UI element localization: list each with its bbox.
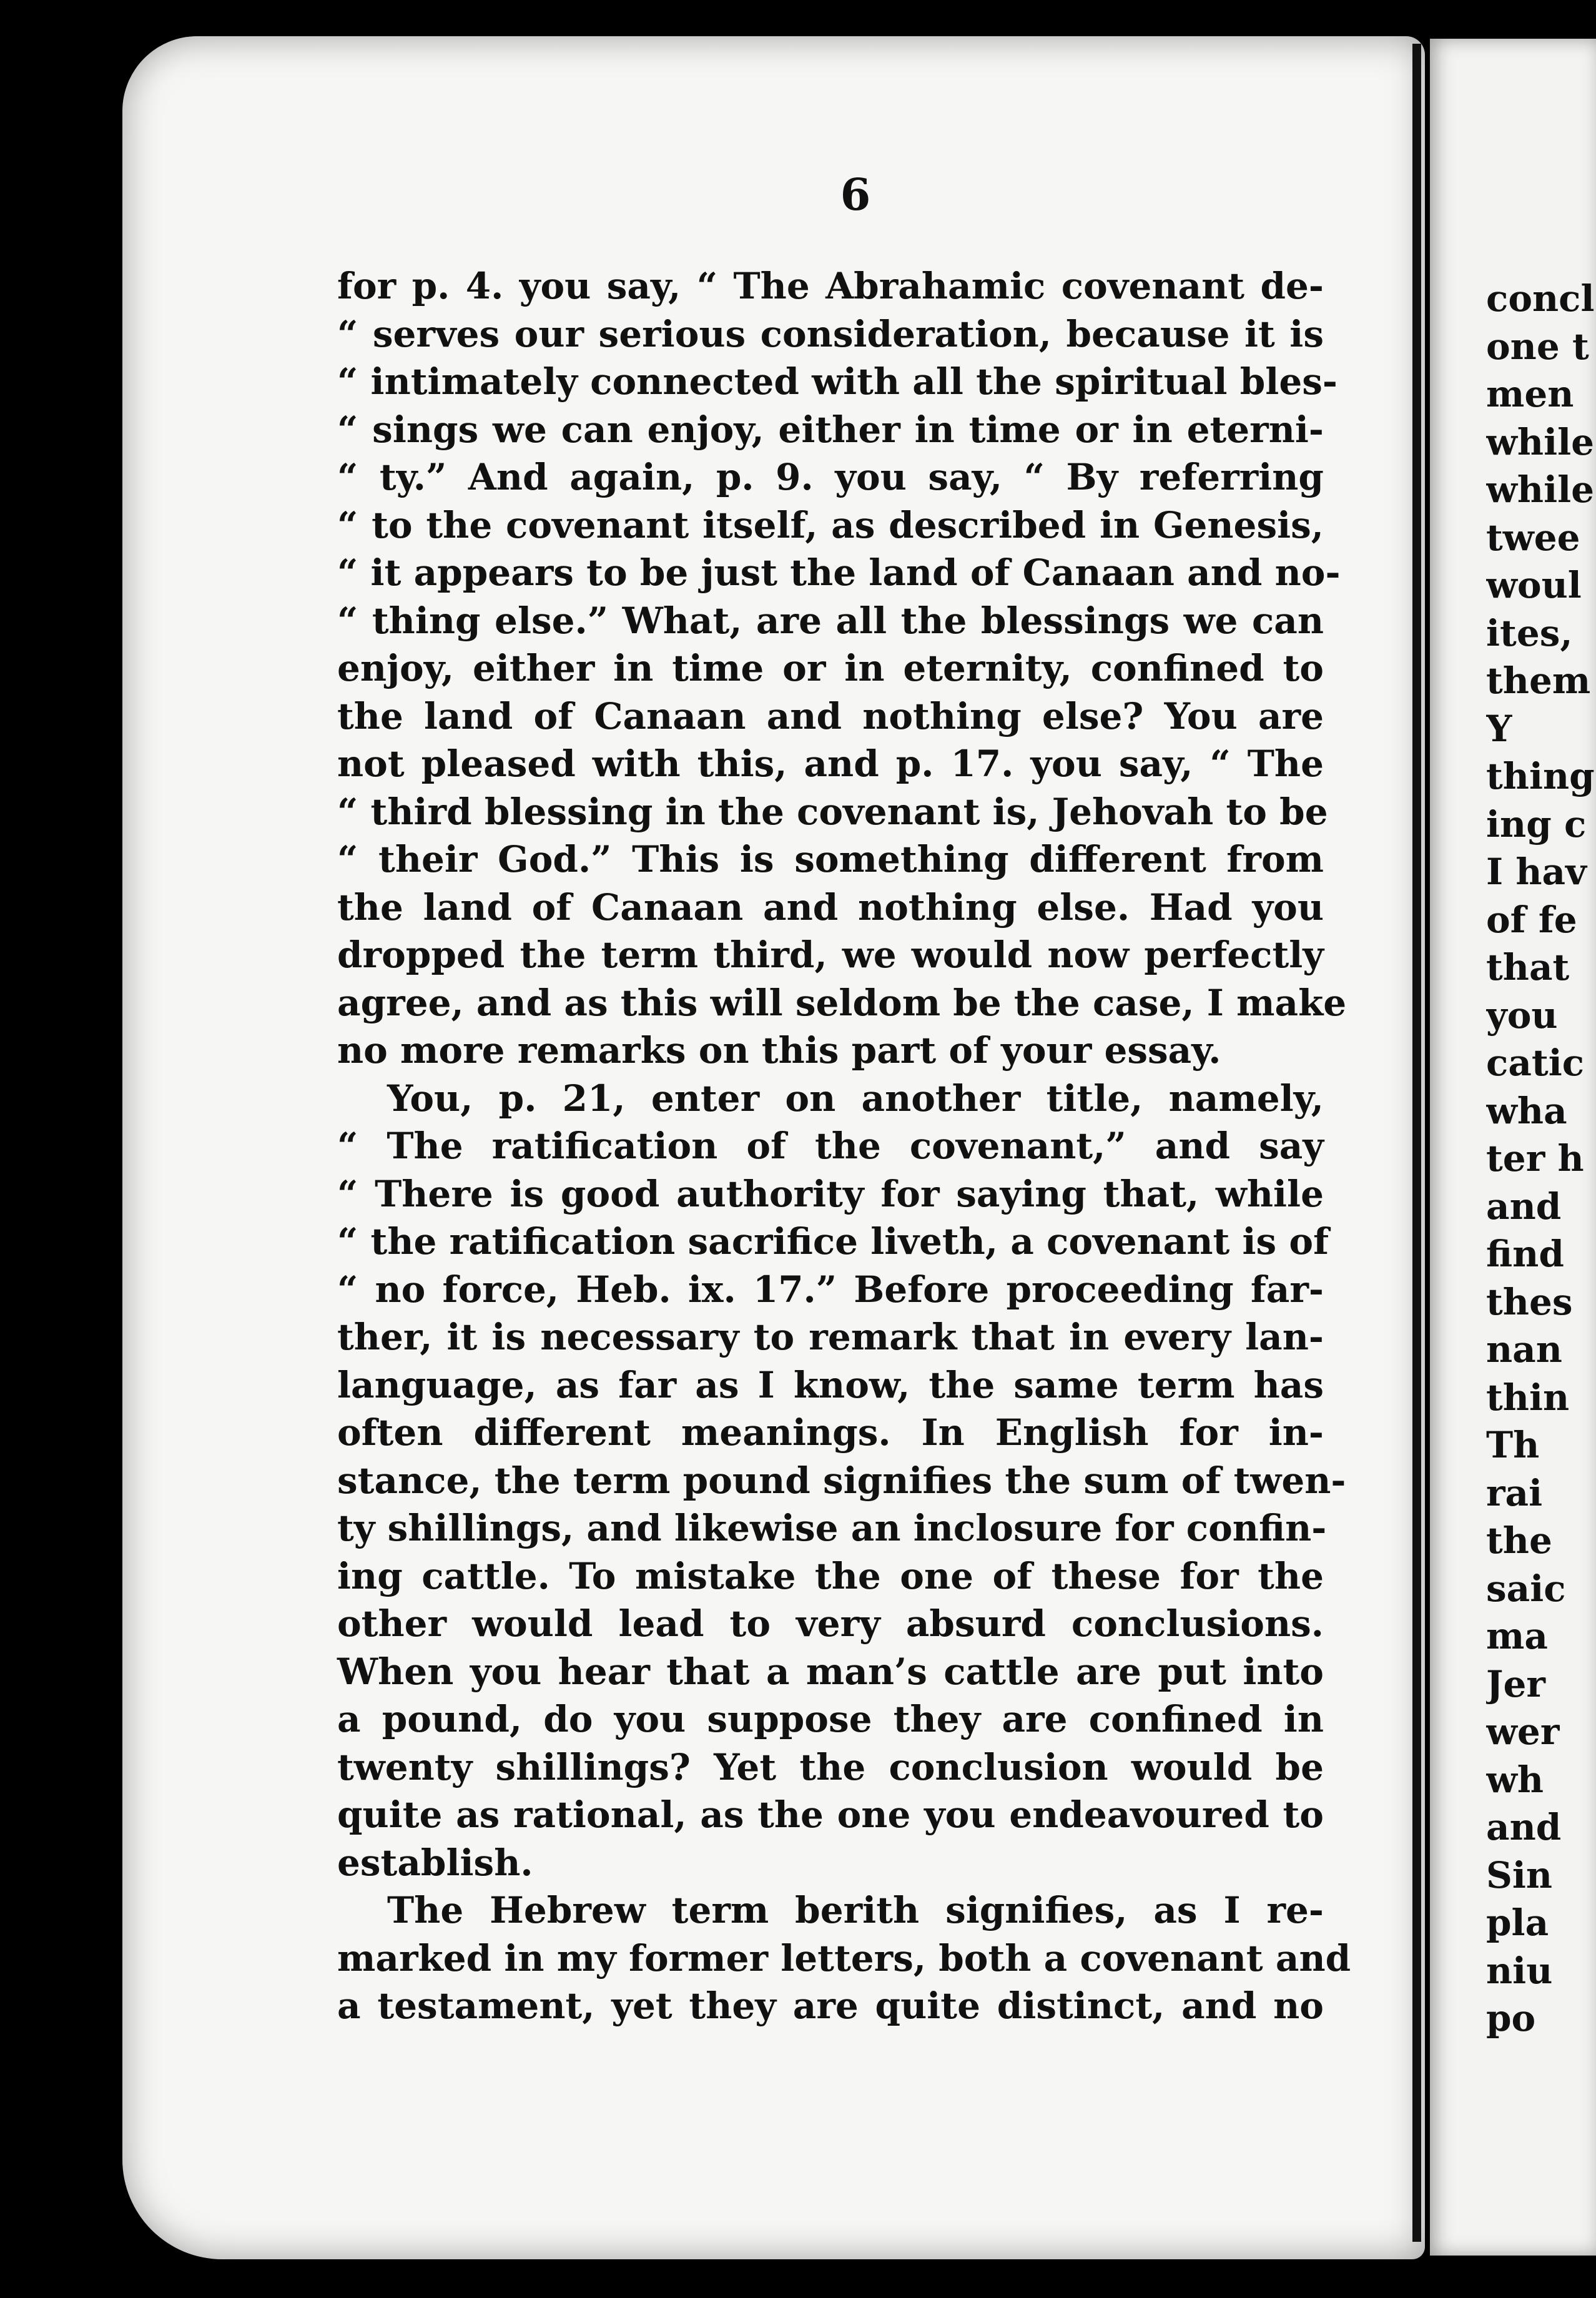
text-line: the land of Canaan and nothing else? You are — [337, 694, 1324, 737]
text-line: language, as far as I know, the same term has — [337, 1363, 1324, 1406]
text-line: a testament, yet they are quite distinct, and no — [337, 1985, 1324, 2027]
text-line: thing — [1486, 755, 1595, 797]
text-line: wer — [1486, 1710, 1560, 1753]
text-line: The Hebrew term berith signifies, as I re- — [387, 1889, 1324, 1931]
text-line: agree, and as this will seldom be the case, I make — [337, 981, 1347, 1024]
text-line: saic — [1486, 1567, 1566, 1610]
text-line: ites, — [1486, 611, 1573, 654]
text-line: “ sings we can enjoy, either in time or in eterni- — [337, 408, 1324, 451]
text-line: thin — [1486, 1376, 1570, 1419]
text-line: stance, the term pound signifies the sum of twen- — [337, 1459, 1346, 1502]
text-line: concl — [1486, 277, 1595, 320]
text-line: thes — [1486, 1280, 1573, 1323]
text-line: establish. — [337, 1841, 533, 1884]
text-line: wh — [1486, 1758, 1544, 1801]
text-line: po — [1486, 1997, 1536, 2039]
text-line: other would lead to very absurd conclusions. — [337, 1602, 1324, 1645]
text-line: men — [1486, 373, 1574, 415]
text-line: the land of Canaan and nothing else. Had you — [337, 885, 1324, 929]
text-line: “ no force, Heb. ix. 17.” Before proceeding far- — [337, 1268, 1324, 1311]
text-line: Sin — [1486, 1853, 1553, 1896]
text-line: ing c — [1486, 802, 1587, 846]
text-line: You, p. 21, enter on another title, namely, — [387, 1077, 1324, 1120]
text-line: When you hear that a man’s cattle are put into — [337, 1650, 1324, 1693]
text-line: “ intimately connected with all the spiritual bles- — [337, 360, 1337, 403]
text-line: rai — [1486, 1471, 1543, 1514]
text-line: I hav — [1486, 851, 1587, 893]
text-line: niu — [1486, 1949, 1553, 1992]
text-line: enjoy, either in time or in eternity, confined to — [337, 647, 1324, 689]
text-line: ma — [1486, 1615, 1548, 1657]
text-line: “ ty.” And again, p. 9. you say, “ By referring — [337, 456, 1324, 498]
text-line: them — [1486, 659, 1591, 702]
page-gutter — [1412, 44, 1421, 2242]
text-line: that — [1486, 946, 1570, 989]
text-line: not pleased with this, and p. 17. you say, “ The — [337, 742, 1324, 785]
text-line: find — [1486, 1233, 1564, 1275]
text-line: “ to the covenant itself, as described in Genesis, — [337, 503, 1324, 546]
text-line: pla — [1486, 1901, 1549, 1944]
right-page-text — [1486, 275, 1596, 2043]
text-line: ter h — [1486, 1137, 1584, 1180]
text-line: ty shillings, and likewise an inclosure for confin- — [337, 1507, 1327, 1549]
text-line: and — [1486, 1806, 1562, 1848]
text-line: Th — [1486, 1424, 1540, 1466]
text-line: “ The ratification of the covenant,” and say — [337, 1125, 1324, 1167]
page-number: 6 — [840, 169, 871, 220]
text-line: woul — [1486, 564, 1582, 606]
text-line: “ serves our serious consideration, because it is — [337, 312, 1324, 355]
text-line: one t — [1486, 325, 1589, 368]
text-line: ing cattle. To mistake the one of these for the — [337, 1554, 1324, 1597]
text-line: catic — [1486, 1042, 1585, 1084]
text-line: twee — [1486, 516, 1580, 559]
text-line: wha — [1486, 1089, 1567, 1132]
text-line: no more remarks on this part of your essay. — [337, 1029, 1221, 1072]
text-line: a pound, do you suppose they are confined in — [337, 1698, 1324, 1740]
text-line: marked in my former letters, both a covenant and — [337, 1936, 1351, 1980]
text-line: while — [1486, 420, 1595, 463]
text-line: quite as rational, as the one you endeavoured to — [337, 1793, 1324, 1836]
text-line: the — [1486, 1519, 1552, 1562]
text-line: twenty shillings? Yet the conclusion would be — [337, 1745, 1324, 1788]
text-line: Y — [1486, 707, 1512, 750]
text-line: nan — [1486, 1328, 1562, 1371]
text-line: for p. 4. you say, “ The Abrahamic covenant de- — [337, 265, 1324, 307]
text-line: “ their God.” This is something different from — [337, 838, 1324, 880]
text-line: while — [1486, 468, 1595, 511]
text-line: ther, it is necessary to remark that in every lan- — [337, 1316, 1324, 1358]
text-line: and — [1486, 1185, 1562, 1228]
text-line: Jer — [1486, 1662, 1545, 1705]
text-line: “ thing else.” What, are all the blessings we can — [337, 599, 1324, 642]
text-line: “ third blessing in the covenant is, Jehovah to be — [337, 790, 1328, 833]
text-line: you — [1486, 994, 1558, 1037]
main-text-block — [337, 262, 1351, 2030]
text-line: often different meanings. In English for in- — [337, 1411, 1324, 1454]
text-line: “ it appears to be just the land of Canaan and no- — [337, 551, 1341, 594]
text-line: “ There is good authority for saying that, while — [337, 1172, 1324, 1215]
text-line: “ the ratification sacrifice liveth, a covenant is of — [337, 1220, 1329, 1263]
text-line: dropped the term third, we would now perfectly — [337, 934, 1324, 976]
text-line: of fe — [1486, 898, 1577, 941]
